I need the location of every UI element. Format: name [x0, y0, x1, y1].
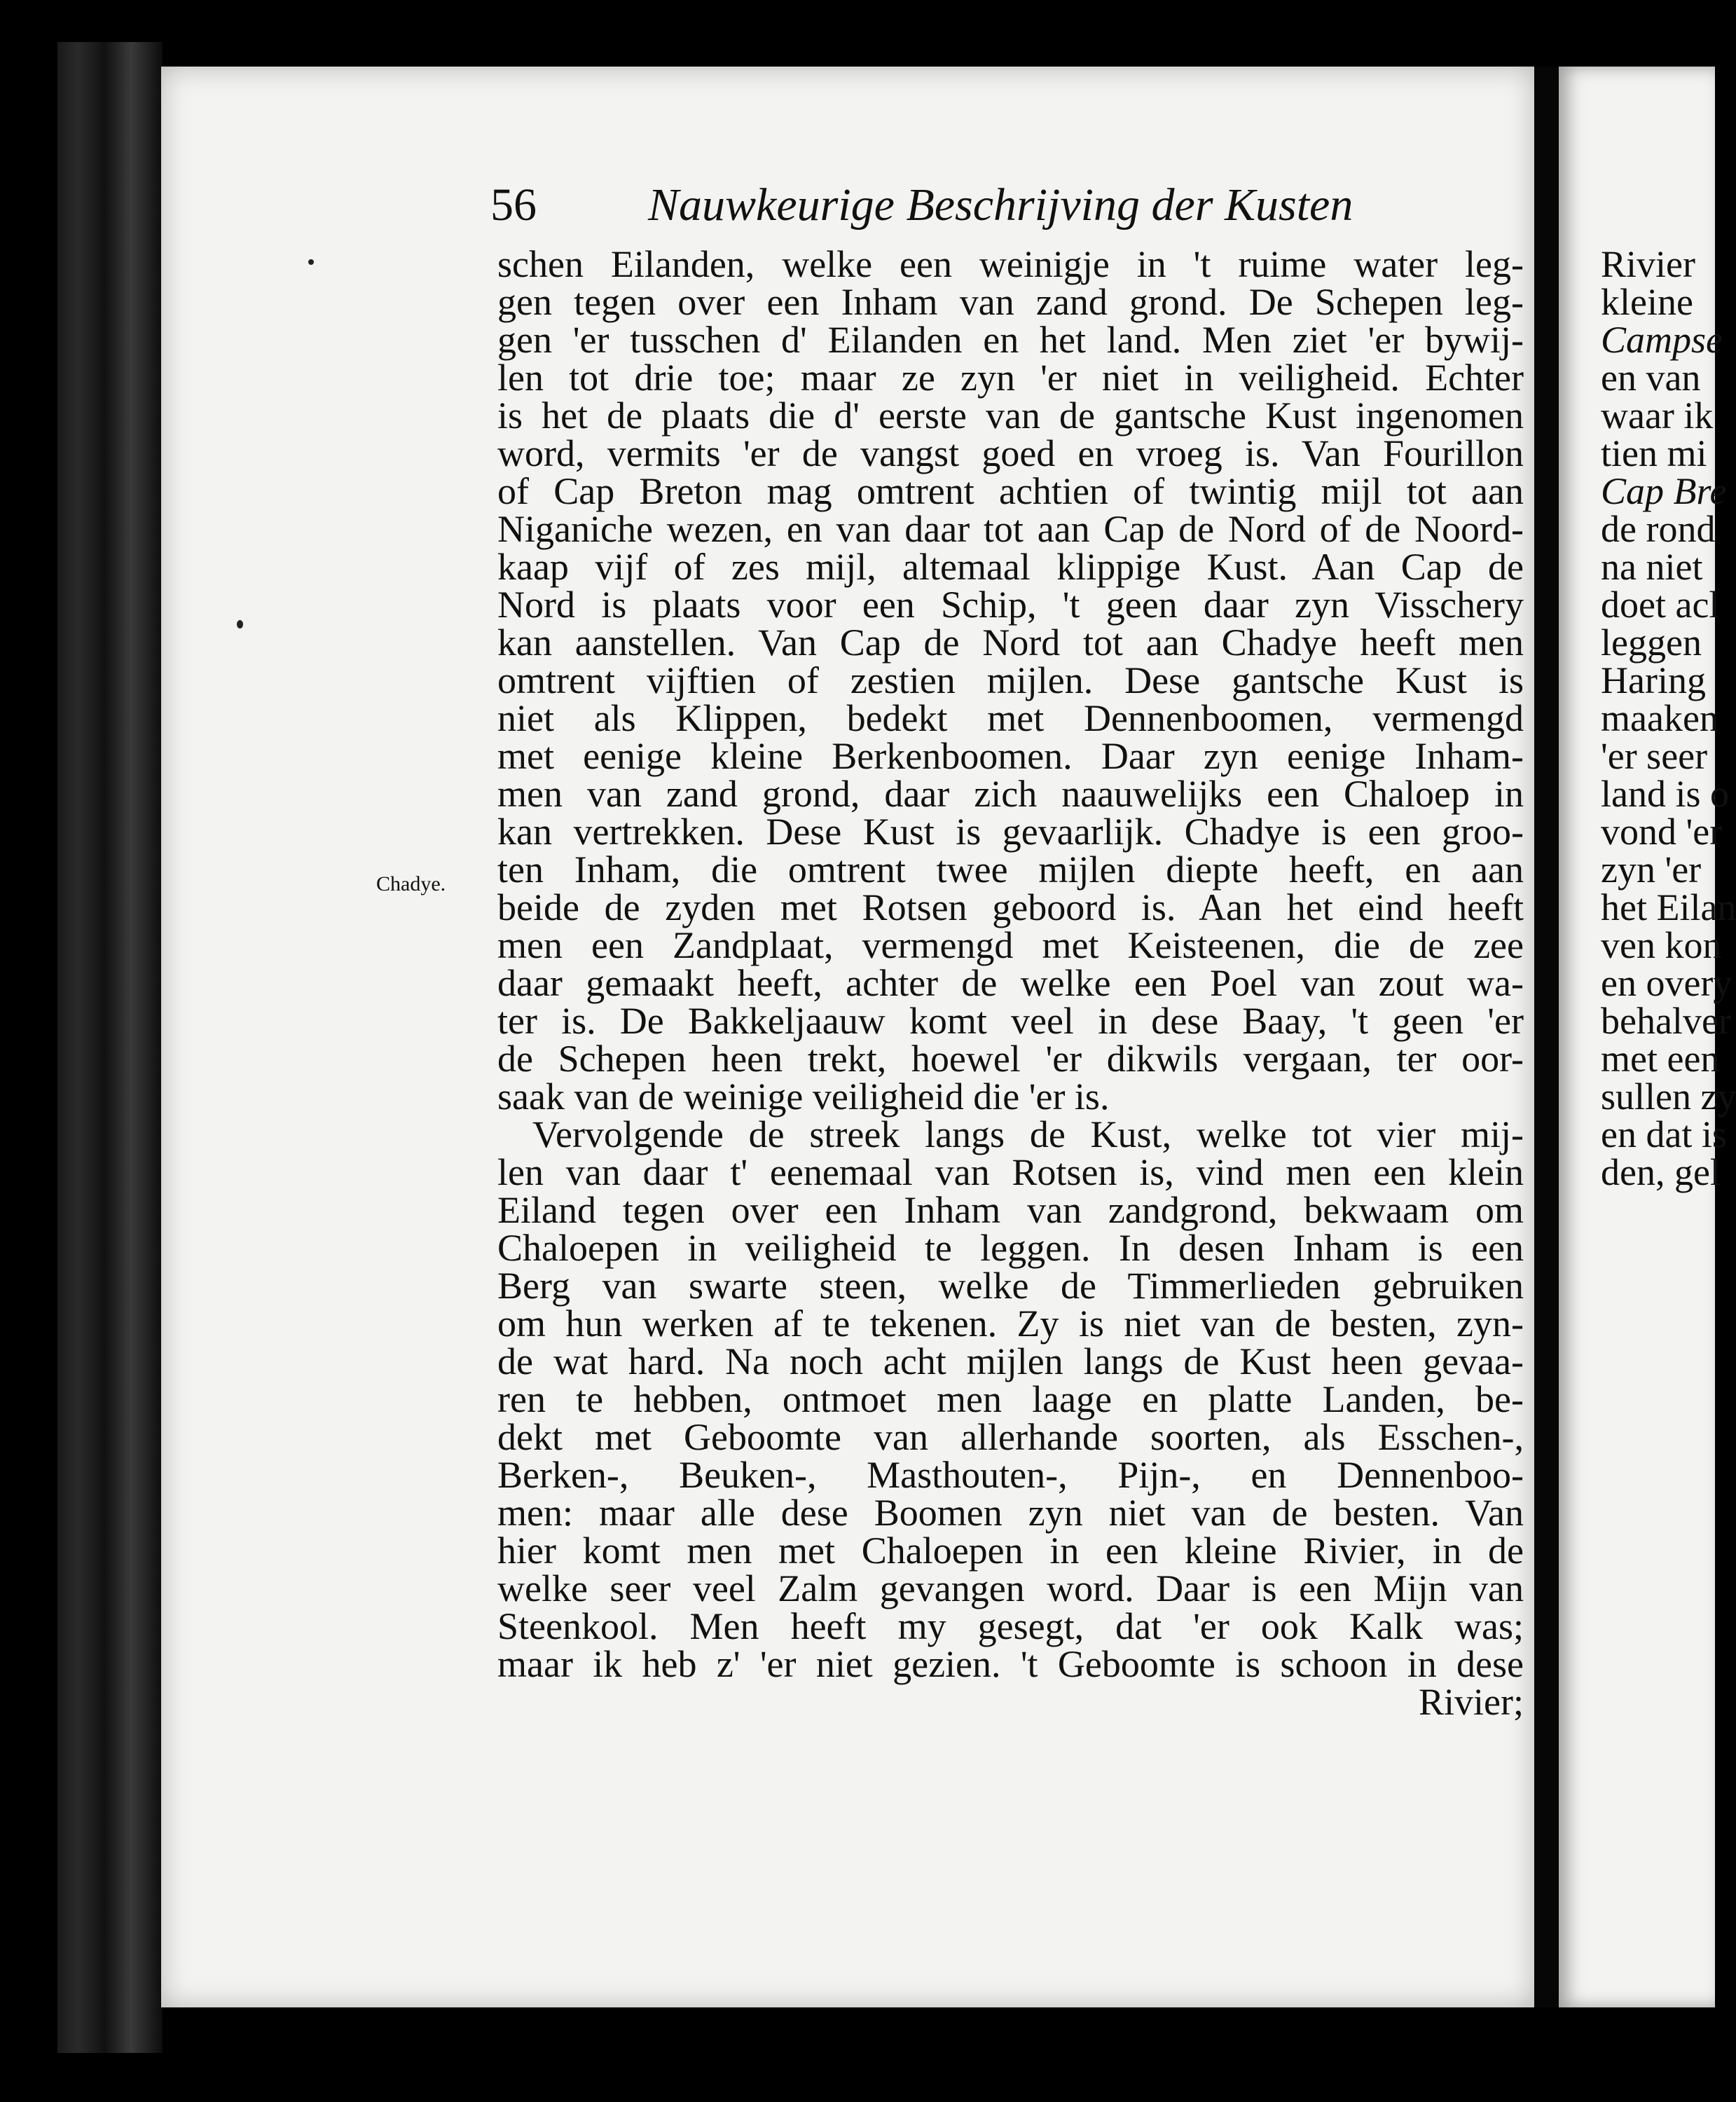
- ink-speck: [237, 620, 243, 628]
- text-line: len tot drie toe; maar ze zyn 'er niet in veiligheid. Echter: [497, 357, 1524, 399]
- text-line: Berg van swarte steen, welke de Timmerlieden gebruiken: [497, 1265, 1524, 1307]
- text-line: omtrent vijftien of zestien mijlen. Dese gantsche Kust is: [497, 659, 1524, 701]
- text-line: kan vertrekken. Dese Kust is gevaarlijk. Chadye is een groo-: [497, 811, 1524, 853]
- text-line: dekt met Geboomte van allerhande soorten, als Esschen-,: [497, 1416, 1524, 1458]
- running-title: Nauwkeurige Beschrijving der Kusten: [648, 179, 1353, 231]
- text-line: word, vermits 'er de vangst goed en vroeg is. Van Fourillon: [497, 432, 1524, 474]
- running-header: [490, 179, 1353, 235]
- text-line: is het de plaats die d' eerste van de gantsche Kust ingenomen: [497, 394, 1524, 437]
- text-line: zyn 'er: [1601, 849, 1702, 891]
- text-line: niet als Klippen, bedekt met Dennenboomen, vermengd: [497, 697, 1524, 739]
- text-line: kaap vijf of zes mijl, altemaal klippige Kust. Aan Cap de: [497, 546, 1524, 588]
- text-line: of Cap Breton mag omtrent achtien of twintig mijl tot aan: [497, 470, 1524, 512]
- text-line: tien mi: [1601, 432, 1707, 474]
- text-line: Steenkool. Men heeft my gesegt, dat 'er ook Kalk was;: [497, 1605, 1524, 1647]
- text-line: 'er seer: [1601, 735, 1708, 777]
- text-line: met eenige kleine Berkenboomen. Daar zyn eenige Inham-: [497, 735, 1524, 777]
- text-line: maaken: [1601, 697, 1718, 739]
- text-line: ven kon: [1601, 924, 1722, 966]
- text-line: de rond: [1601, 508, 1716, 550]
- text-line: kleine: [1601, 281, 1693, 323]
- text-line: sullen zy: [1601, 1076, 1736, 1118]
- text-line: en dat is: [1601, 1113, 1727, 1155]
- text-line: en van: [1601, 357, 1701, 399]
- text-line: Berken-, Beuken-, Masthouten-, Pijn-, en Dennenboo-: [497, 1454, 1524, 1496]
- text-line: Rivier: [1601, 243, 1695, 285]
- text-line: vond 'er: [1601, 811, 1723, 853]
- text-line: kan aanstellen. Van Cap de Nord tot aan Chadye heeft men: [497, 621, 1524, 664]
- page-number: 56: [490, 179, 537, 231]
- text-line: Cap Bre: [1601, 470, 1727, 512]
- text-line: Chaloepen in veiligheid te leggen. In desen Inham is een: [497, 1227, 1524, 1269]
- text-line: gen tegen over een Inham van zand grond. De Schepen leg-: [497, 281, 1524, 323]
- text-line: ter is. De Bakkeljaauw komt veel in dese Baay, 't geen 'er: [497, 1000, 1524, 1042]
- text-line: schen Eilanden, welke een weinigje in 't ruime water leg-: [497, 243, 1524, 285]
- text-line: len van daar t' eenemaal van Rotsen is, vind men een klein: [497, 1151, 1524, 1193]
- ink-speck: [308, 259, 314, 265]
- text-line: het Eilan: [1601, 886, 1736, 928]
- text-line: Haring: [1601, 659, 1706, 701]
- text-line: Eiland tegen over een Inham van zandgrond, bekwaam om: [497, 1189, 1524, 1231]
- text-line: doet acl: [1601, 584, 1720, 626]
- text-line: waar ik: [1601, 394, 1714, 437]
- margin-note: Chadye.: [376, 872, 446, 895]
- text-line: welke seer veel Zalm gevangen word. Daar is een Mijn van: [497, 1567, 1524, 1609]
- text-line: men een Zandplaat, vermengd met Keisteenen, die de zee: [497, 924, 1524, 966]
- text-line: saak van de weinige veiligheid die 'er is.: [497, 1076, 1110, 1118]
- text-line: men van zand grond, daar zich naauwelijks een Chaloep in: [497, 773, 1524, 815]
- text-line: leggen: [1601, 621, 1702, 664]
- text-line: men: maar alle dese Boomen zyn niet van de besten. Van: [497, 1492, 1524, 1534]
- text-line: met een: [1601, 1038, 1720, 1080]
- text-line: den, gel: [1601, 1151, 1721, 1193]
- text-line: de Schepen heen trekt, hoewel 'er dikwils vergaan, ter oor-: [497, 1038, 1524, 1080]
- book-spine: [57, 42, 163, 2053]
- catchword: Rivier;: [1419, 1681, 1524, 1723]
- text-line: om hun werken af te tekenen. Zy is niet van de besten, zyn-: [497, 1303, 1524, 1345]
- text-line: en overy: [1601, 962, 1732, 1004]
- text-line: de wat hard. Na noch acht mijlen langs de Kust heen gevaa-: [497, 1340, 1524, 1382]
- text-line: Nord is plaats voor een Schip, 't geen daar zyn Visschery: [497, 584, 1524, 626]
- text-line: behalver: [1601, 1000, 1731, 1042]
- body-text: [497, 245, 1524, 1721]
- text-line: gen 'er tusschen d' Eilanden en het land. Men ziet 'er bywij-: [497, 319, 1524, 361]
- right-page-text: [1601, 245, 1736, 1191]
- text-line: ren te hebben, ontmoet men laage en platte Landen, be-: [497, 1378, 1524, 1420]
- text-line: na niet: [1601, 546, 1703, 588]
- text-line: hier komt men met Chaloepen in een kleine Rivier, in de: [497, 1530, 1524, 1572]
- text-line: Campse: [1601, 319, 1723, 361]
- text-line: beide de zyden met Rotsen geboord is. Aan het eind heeft: [497, 886, 1524, 928]
- text-line: maar ik heb z' 'er niet gezien. 't Geboomte is schoon in dese: [497, 1643, 1524, 1685]
- text-line: Niganiche wezen, en van daar tot aan Cap de Nord of de Noord-: [497, 508, 1524, 550]
- text-line: ten Inham, die omtrent twee mijlen diepte heeft, en aan: [497, 849, 1524, 891]
- page-gutter: [1534, 67, 1559, 2007]
- text-line: Vervolgende de streek langs de Kust, welke tot vier mij-: [532, 1113, 1524, 1155]
- text-line: daar gemaakt heeft, achter de welke een Poel van zout wa-: [497, 962, 1524, 1004]
- text-line: land is o: [1601, 773, 1729, 815]
